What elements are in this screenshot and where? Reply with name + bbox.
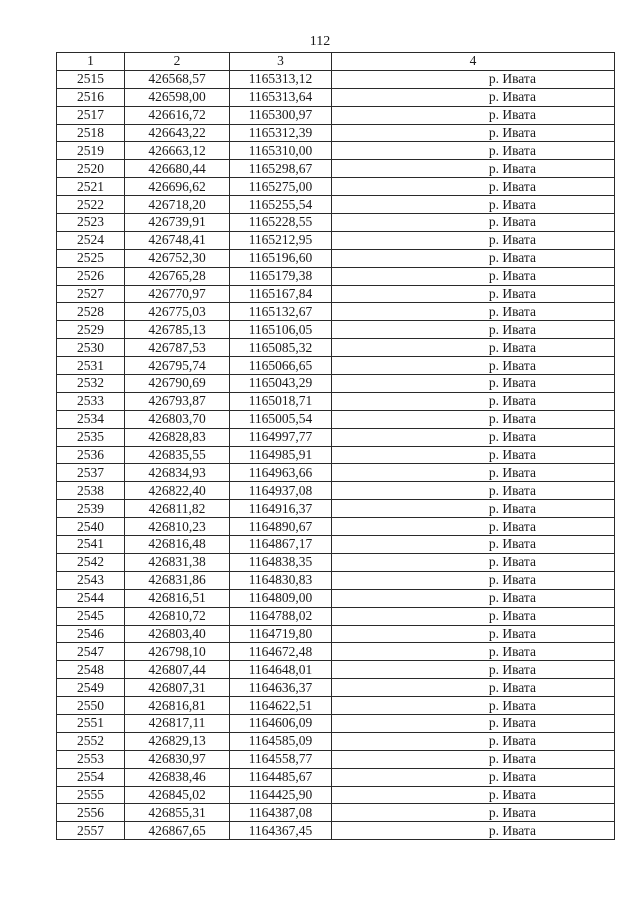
y-coordinate: 1164585,09 — [230, 732, 332, 750]
x-coordinate: 426568,57 — [125, 70, 230, 88]
object-name: р. Ивата — [332, 822, 615, 840]
point-number: 2517 — [57, 106, 125, 124]
object-name: р. Ивата — [332, 70, 615, 88]
point-number: 2524 — [57, 231, 125, 249]
y-coordinate: 1164997,77 — [230, 428, 332, 446]
point-number: 2556 — [57, 804, 125, 822]
y-coordinate: 1165179,38 — [230, 267, 332, 285]
object-name: р. Ивата — [332, 750, 615, 768]
y-coordinate: 1164636,37 — [230, 679, 332, 697]
y-coordinate: 1164963,66 — [230, 464, 332, 482]
point-number: 2542 — [57, 553, 125, 571]
point-number: 2545 — [57, 607, 125, 625]
point-number: 2550 — [57, 697, 125, 715]
x-coordinate: 426822,40 — [125, 482, 230, 500]
object-name: р. Ивата — [332, 804, 615, 822]
table-row — [57, 88, 615, 106]
y-coordinate: 1165312,39 — [230, 124, 332, 142]
y-coordinate: 1165298,67 — [230, 160, 332, 178]
y-coordinate: 1165228,55 — [230, 214, 332, 232]
x-coordinate: 426807,44 — [125, 661, 230, 679]
x-coordinate: 426867,65 — [125, 822, 230, 840]
object-name: р. Ивата — [332, 124, 615, 142]
table-row — [57, 446, 615, 464]
y-coordinate: 1165085,32 — [230, 339, 332, 357]
table-row — [57, 536, 615, 554]
x-coordinate: 426811,82 — [125, 500, 230, 518]
object-name: р. Ивата — [332, 106, 615, 124]
y-coordinate: 1164838,35 — [230, 553, 332, 571]
x-coordinate: 426816,51 — [125, 589, 230, 607]
object-name: р. Ивата — [332, 697, 615, 715]
object-name: р. Ивата — [332, 482, 615, 500]
y-coordinate: 1165255,54 — [230, 196, 332, 214]
object-name: р. Ивата — [332, 786, 615, 804]
object-name: р. Ивата — [332, 231, 615, 249]
point-number: 2546 — [57, 625, 125, 643]
point-number: 2530 — [57, 339, 125, 357]
object-name: р. Ивата — [332, 643, 615, 661]
table-row — [57, 303, 615, 321]
point-number: 2555 — [57, 786, 125, 804]
object-name: р. Ивата — [332, 196, 615, 214]
object-name: р. Ивата — [332, 571, 615, 589]
y-coordinate: 1164830,83 — [230, 571, 332, 589]
y-coordinate: 1165313,64 — [230, 88, 332, 106]
y-coordinate: 1164367,45 — [230, 822, 332, 840]
y-coordinate: 1165275,00 — [230, 178, 332, 196]
object-name: р. Ивата — [332, 464, 615, 482]
object-name: р. Ивата — [332, 88, 615, 106]
table-row — [57, 571, 615, 589]
object-name: р. Ивата — [332, 607, 615, 625]
table-row — [57, 732, 615, 750]
table-row — [57, 553, 615, 571]
point-number: 2515 — [57, 70, 125, 88]
table-row — [57, 482, 615, 500]
object-name: р. Ивата — [332, 714, 615, 732]
point-number: 2547 — [57, 643, 125, 661]
object-name: р. Ивата — [332, 500, 615, 518]
object-name: р. Ивата — [332, 589, 615, 607]
point-number: 2519 — [57, 142, 125, 160]
point-number: 2541 — [57, 536, 125, 554]
x-coordinate: 426748,41 — [125, 231, 230, 249]
y-coordinate: 1164809,00 — [230, 589, 332, 607]
point-number: 2527 — [57, 285, 125, 303]
y-coordinate: 1164719,80 — [230, 625, 332, 643]
table-row — [57, 392, 615, 410]
table-row — [57, 607, 615, 625]
point-number: 2544 — [57, 589, 125, 607]
point-number: 2548 — [57, 661, 125, 679]
x-coordinate: 426775,03 — [125, 303, 230, 321]
object-name: р. Ивата — [332, 661, 615, 679]
table-row — [57, 124, 615, 142]
y-coordinate: 1164622,51 — [230, 697, 332, 715]
object-name: р. Ивата — [332, 214, 615, 232]
table-row — [57, 375, 615, 393]
object-name: р. Ивата — [332, 732, 615, 750]
table-row — [57, 661, 615, 679]
object-name: р. Ивата — [332, 625, 615, 643]
point-number: 2554 — [57, 768, 125, 786]
point-number: 2520 — [57, 160, 125, 178]
table-row — [57, 464, 615, 482]
column-header-2: 2 — [125, 53, 230, 71]
x-coordinate: 426810,72 — [125, 607, 230, 625]
page-number: 112 — [309, 34, 331, 49]
y-coordinate: 1164867,17 — [230, 536, 332, 554]
point-number: 2518 — [57, 124, 125, 142]
x-coordinate: 426834,93 — [125, 464, 230, 482]
coordinates-table — [56, 52, 615, 840]
x-coordinate: 426790,69 — [125, 375, 230, 393]
y-coordinate: 1165018,71 — [230, 392, 332, 410]
object-name: р. Ивата — [332, 553, 615, 571]
object-name: р. Ивата — [332, 285, 615, 303]
column-header-3: 3 — [230, 53, 332, 71]
point-number: 2535 — [57, 428, 125, 446]
x-coordinate: 426798,10 — [125, 643, 230, 661]
table-row — [57, 357, 615, 375]
table-row — [57, 267, 615, 285]
table-row — [57, 804, 615, 822]
table-row — [57, 339, 615, 357]
table-row — [57, 750, 615, 768]
x-coordinate: 426828,83 — [125, 428, 230, 446]
x-coordinate: 426816,48 — [125, 536, 230, 554]
y-coordinate: 1165043,29 — [230, 375, 332, 393]
x-coordinate: 426835,55 — [125, 446, 230, 464]
table-row — [57, 786, 615, 804]
object-name: р. Ивата — [332, 267, 615, 285]
point-number: 2539 — [57, 500, 125, 518]
table-row — [57, 768, 615, 786]
y-coordinate: 1164672,48 — [230, 643, 332, 661]
y-coordinate: 1164425,90 — [230, 786, 332, 804]
table-row — [57, 643, 615, 661]
point-number: 2538 — [57, 482, 125, 500]
table-row — [57, 178, 615, 196]
object-name: р. Ивата — [332, 392, 615, 410]
point-number: 2522 — [57, 196, 125, 214]
x-coordinate: 426817,11 — [125, 714, 230, 732]
y-coordinate: 1165310,00 — [230, 142, 332, 160]
x-coordinate: 426803,70 — [125, 410, 230, 428]
y-coordinate: 1165005,54 — [230, 410, 332, 428]
table-header — [57, 53, 615, 71]
x-coordinate: 426696,62 — [125, 178, 230, 196]
point-number: 2516 — [57, 88, 125, 106]
point-number: 2549 — [57, 679, 125, 697]
point-number: 2552 — [57, 732, 125, 750]
point-number: 2536 — [57, 446, 125, 464]
point-number: 2540 — [57, 518, 125, 536]
y-coordinate: 1165212,95 — [230, 231, 332, 249]
x-coordinate: 426810,23 — [125, 518, 230, 536]
x-coordinate: 426598,00 — [125, 88, 230, 106]
table-row — [57, 428, 615, 446]
x-coordinate: 426807,31 — [125, 679, 230, 697]
column-header-1: 1 — [57, 53, 125, 71]
table-row — [57, 196, 615, 214]
object-name: р. Ивата — [332, 679, 615, 697]
x-coordinate: 426785,13 — [125, 321, 230, 339]
object-name: р. Ивата — [332, 339, 615, 357]
x-coordinate: 426739,91 — [125, 214, 230, 232]
x-coordinate: 426845,02 — [125, 786, 230, 804]
table-row — [57, 70, 615, 88]
point-number: 2523 — [57, 214, 125, 232]
y-coordinate: 1165106,05 — [230, 321, 332, 339]
x-coordinate: 426752,30 — [125, 249, 230, 267]
y-coordinate: 1164606,09 — [230, 714, 332, 732]
x-coordinate: 426816,81 — [125, 697, 230, 715]
x-coordinate: 426663,12 — [125, 142, 230, 160]
object-name: р. Ивата — [332, 768, 615, 786]
y-coordinate: 1164558,77 — [230, 750, 332, 768]
x-coordinate: 426643,22 — [125, 124, 230, 142]
x-coordinate: 426787,53 — [125, 339, 230, 357]
header-row — [57, 53, 615, 71]
x-coordinate: 426770,97 — [125, 285, 230, 303]
y-coordinate: 1164485,67 — [230, 768, 332, 786]
x-coordinate: 426793,87 — [125, 392, 230, 410]
point-number: 2532 — [57, 375, 125, 393]
y-coordinate: 1165300,97 — [230, 106, 332, 124]
x-coordinate: 426680,44 — [125, 160, 230, 178]
table-row — [57, 500, 615, 518]
point-number: 2526 — [57, 267, 125, 285]
object-name: р. Ивата — [332, 410, 615, 428]
object-name: р. Ивата — [332, 178, 615, 196]
point-number: 2557 — [57, 822, 125, 840]
point-number: 2525 — [57, 249, 125, 267]
y-coordinate: 1165066,65 — [230, 357, 332, 375]
point-number: 2537 — [57, 464, 125, 482]
point-number: 2533 — [57, 392, 125, 410]
table-row — [57, 589, 615, 607]
table-row — [57, 321, 615, 339]
point-number: 2528 — [57, 303, 125, 321]
table-row — [57, 822, 615, 840]
x-coordinate: 426765,28 — [125, 267, 230, 285]
x-coordinate: 426855,31 — [125, 804, 230, 822]
object-name: р. Ивата — [332, 375, 615, 393]
x-coordinate: 426616,72 — [125, 106, 230, 124]
y-coordinate: 1164648,01 — [230, 661, 332, 679]
object-name: р. Ивата — [332, 303, 615, 321]
x-coordinate: 426829,13 — [125, 732, 230, 750]
table-row — [57, 697, 615, 715]
object-name: р. Ивата — [332, 142, 615, 160]
point-number: 2531 — [57, 357, 125, 375]
x-coordinate: 426838,46 — [125, 768, 230, 786]
x-coordinate: 426803,40 — [125, 625, 230, 643]
y-coordinate: 1164788,02 — [230, 607, 332, 625]
y-coordinate: 1164916,37 — [230, 500, 332, 518]
object-name: р. Ивата — [332, 518, 615, 536]
point-number: 2553 — [57, 750, 125, 768]
object-name: р. Ивата — [332, 160, 615, 178]
x-coordinate: 426718,20 — [125, 196, 230, 214]
x-coordinate: 426831,86 — [125, 571, 230, 589]
point-number: 2521 — [57, 178, 125, 196]
x-coordinate: 426831,38 — [125, 553, 230, 571]
table-row — [57, 231, 615, 249]
y-coordinate: 1164890,67 — [230, 518, 332, 536]
y-coordinate: 1165196,60 — [230, 249, 332, 267]
object-name: р. Ивата — [332, 428, 615, 446]
x-coordinate: 426795,74 — [125, 357, 230, 375]
table-row — [57, 142, 615, 160]
object-name: р. Ивата — [332, 321, 615, 339]
table-row — [57, 679, 615, 697]
table-row — [57, 285, 615, 303]
table-row — [57, 410, 615, 428]
object-name: р. Ивата — [332, 357, 615, 375]
point-number: 2529 — [57, 321, 125, 339]
y-coordinate: 1165167,84 — [230, 285, 332, 303]
point-number: 2551 — [57, 714, 125, 732]
object-name: р. Ивата — [332, 536, 615, 554]
object-name: р. Ивата — [332, 446, 615, 464]
y-coordinate: 1164387,08 — [230, 804, 332, 822]
table-row — [57, 106, 615, 124]
table-row — [57, 214, 615, 232]
table-row — [57, 518, 615, 536]
point-number: 2534 — [57, 410, 125, 428]
object-name: р. Ивата — [332, 249, 615, 267]
table-row — [57, 249, 615, 267]
table-body — [57, 70, 615, 839]
y-coordinate: 1164937,08 — [230, 482, 332, 500]
y-coordinate: 1165313,12 — [230, 70, 332, 88]
point-number: 2543 — [57, 571, 125, 589]
table-row — [57, 714, 615, 732]
y-coordinate: 1164985,91 — [230, 446, 332, 464]
y-coordinate: 1165132,67 — [230, 303, 332, 321]
x-coordinate: 426830,97 — [125, 750, 230, 768]
table-row — [57, 160, 615, 178]
table-row — [57, 625, 615, 643]
column-header-4: 4 — [332, 53, 615, 71]
